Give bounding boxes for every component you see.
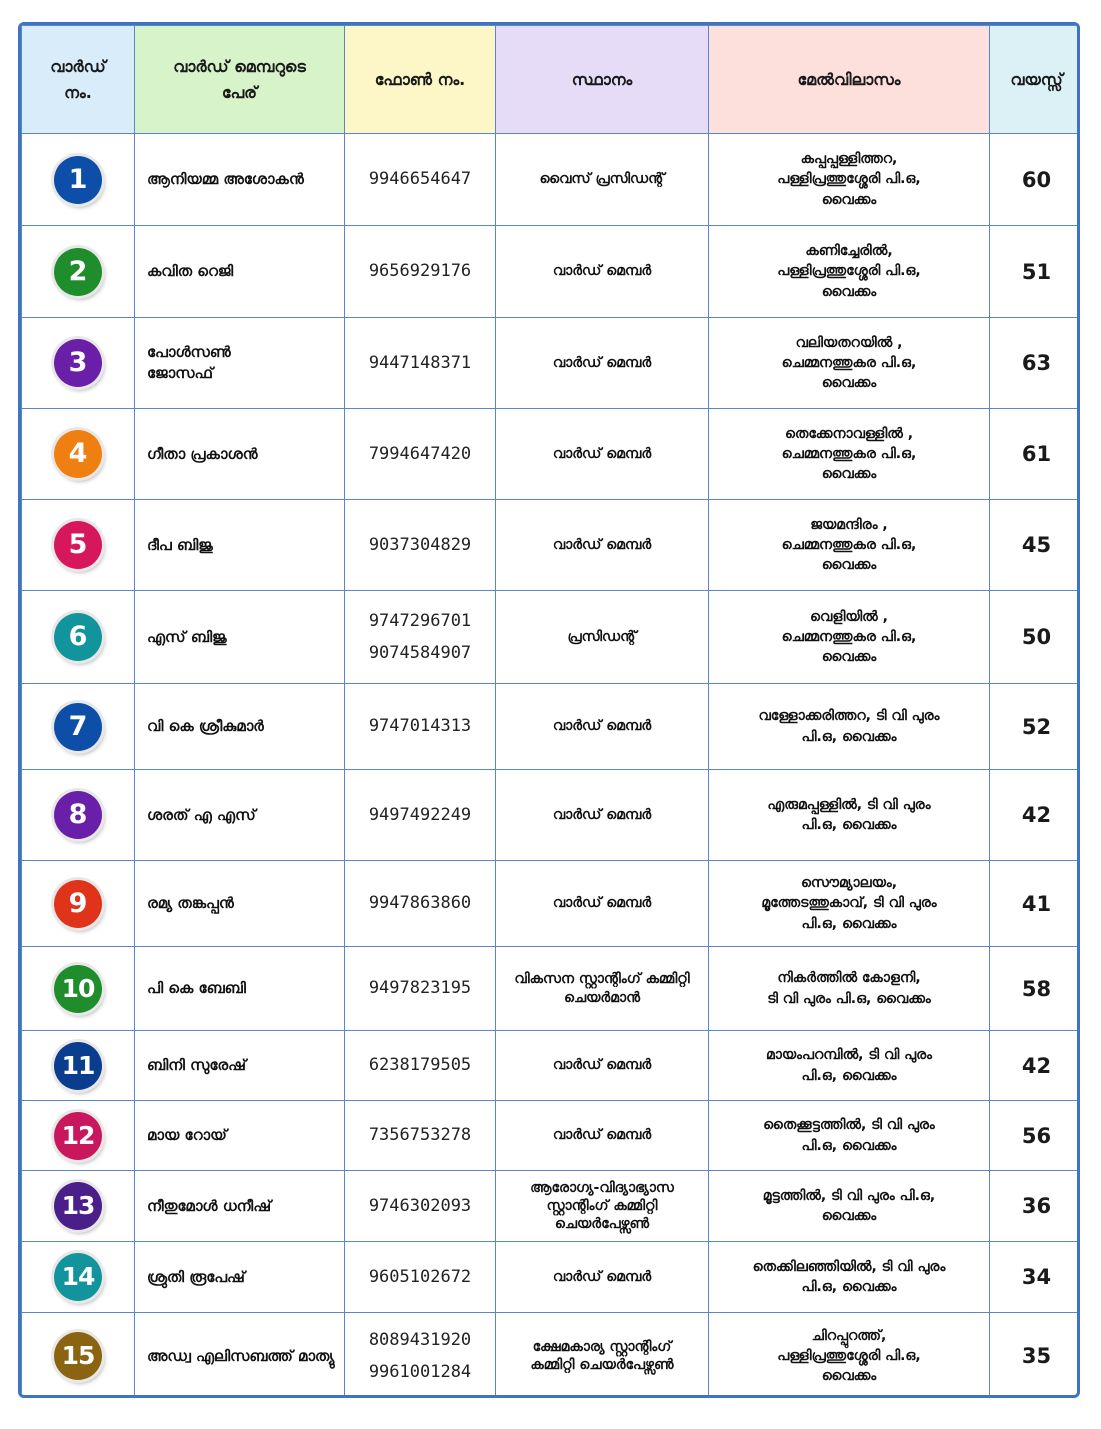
member-position: വാർഡ് മെമ്പർ xyxy=(496,318,709,409)
phone-cell xyxy=(345,1031,496,1101)
phone-cell xyxy=(345,684,496,770)
member-position: വാർഡ് മെമ്പർ xyxy=(496,226,709,318)
table-row xyxy=(22,1171,1081,1242)
member-age: 42 xyxy=(990,1031,1081,1101)
ward-number-badge: 3 xyxy=(54,339,102,387)
header-address: മേൽവിലാസം xyxy=(709,26,990,134)
member-name: മായ റോയ് xyxy=(135,1101,345,1171)
ward-number-badge: 10 xyxy=(54,965,102,1013)
member-name: രമ്യ തങ്കപ്പൻ xyxy=(135,861,345,947)
phone-cell xyxy=(345,591,496,684)
phone-number[interactable]: 9074584907 xyxy=(368,643,472,663)
member-age: 41 xyxy=(990,861,1081,947)
phone-cell xyxy=(345,770,496,861)
member-age: 50 xyxy=(990,591,1081,684)
member-name: പി കെ ബേബി xyxy=(135,947,345,1031)
member-age: 58 xyxy=(990,947,1081,1031)
table-body xyxy=(22,134,1081,1399)
table-row xyxy=(22,770,1081,861)
ward-number-cell xyxy=(22,770,135,861)
phone-cell xyxy=(345,134,496,226)
member-address: എരുമപ്പള്ളിൽ, ടി വി പുരം പി.ഒ, വൈക്കം xyxy=(709,770,990,861)
member-position: വികസന സ്റ്റാന്റിംഗ് കമ്മിറ്റി ചെയർമാൻ xyxy=(496,947,709,1031)
ward-number-cell xyxy=(22,1101,135,1171)
ward-number-cell xyxy=(22,226,135,318)
phone-cell xyxy=(345,409,496,500)
member-age: 36 xyxy=(990,1171,1081,1242)
phone-cell xyxy=(345,947,496,1031)
phone-number[interactable]: 9497492249 xyxy=(368,804,472,825)
ward-number-badge: 15 xyxy=(54,1332,102,1380)
phone-cell xyxy=(345,1171,496,1242)
member-name: നീതുമോൾ ധനീഷ് xyxy=(135,1171,345,1242)
phone-number[interactable]: 9746302093 xyxy=(368,1195,472,1216)
ward-number-badge: 4 xyxy=(54,430,102,478)
phone-number[interactable]: 9656929176 xyxy=(368,261,472,282)
phone-cell xyxy=(345,226,496,318)
member-address: തെക്കിലഞ്ഞിയിൽ, ടി വി പുരം പി.ഒ, വൈക്കം xyxy=(709,1242,990,1313)
member-name: ആനിയമ്മ അശോകൻ xyxy=(135,134,345,226)
member-name: ബിനി സുരേഷ് xyxy=(135,1031,345,1101)
member-position: വാർഡ് മെമ്പർ xyxy=(496,1101,709,1171)
member-age: 45 xyxy=(990,500,1081,591)
table-row xyxy=(22,226,1081,318)
member-position: വാർഡ് മെമ്പർ xyxy=(496,500,709,591)
header-phone: ഫോൺ നം. xyxy=(345,26,496,134)
member-position: വാർഡ് മെമ്പർ xyxy=(496,1031,709,1101)
ward-number-cell xyxy=(22,591,135,684)
member-address: കപ്പപ്പള്ളിത്തറ, പള്ളിപ്രത്തുശ്ശേരി പി.ഒ, വൈക്കം xyxy=(709,134,990,226)
table-row xyxy=(22,947,1081,1031)
member-position: വൈസ് പ്രസിഡന്റ് xyxy=(496,134,709,226)
member-position: വാർഡ് മെമ്പർ xyxy=(496,770,709,861)
phone-number[interactable]: 6238179505 xyxy=(368,1055,472,1076)
header-position: സ്ഥാനം xyxy=(496,26,709,134)
member-position: വാർഡ് മെമ്പർ xyxy=(496,1242,709,1313)
member-name: ദീപ ബിജു xyxy=(135,500,345,591)
member-name: പോൾസൺ ജോസഫ് xyxy=(135,318,345,409)
ward-number-cell xyxy=(22,1313,135,1399)
table-row xyxy=(22,684,1081,770)
ward-number-badge: 14 xyxy=(54,1253,102,1301)
ward-number-cell xyxy=(22,1242,135,1313)
phone-number[interactable]: 9497823195 xyxy=(368,978,472,999)
phone-number[interactable]: 9961001284 xyxy=(368,1362,472,1382)
table-row xyxy=(22,1242,1081,1313)
member-address: ചിറപ്പുറത്ത്, പള്ളിപ്രത്തുശ്ശേരി പി.ഒ, വൈക്കം xyxy=(709,1313,990,1399)
header-ward-no: വാർഡ് നം. xyxy=(22,26,135,134)
ward-number-badge: 5 xyxy=(54,521,102,569)
member-position: വാർഡ് മെമ്പർ xyxy=(496,861,709,947)
member-address: തൈക്കൂട്ടത്തിൽ, ടി വി പുരം പി.ഒ, വൈക്കം xyxy=(709,1101,990,1171)
phone-cell xyxy=(345,1242,496,1313)
member-age: 52 xyxy=(990,684,1081,770)
member-address: തെക്കേനാവള്ളിൽ , ചെമ്മനത്തുകര പി.ഒ, വൈക്കം xyxy=(709,409,990,500)
member-address: മൂട്ടത്തിൽ, ടി വി പുരം പി.ഒ, വൈക്കം xyxy=(709,1171,990,1242)
phone-number[interactable]: 7994647420 xyxy=(368,443,472,464)
ward-number-badge: 1 xyxy=(54,156,102,204)
phone-cell xyxy=(345,500,496,591)
member-name: എസ് ബിജു xyxy=(135,591,345,684)
ward-number-cell xyxy=(22,500,135,591)
member-position: വാർഡ് മെമ്പർ xyxy=(496,684,709,770)
table-header-row xyxy=(22,26,1081,134)
ward-members-table xyxy=(21,25,1080,1398)
table-row xyxy=(22,1031,1081,1101)
table-row xyxy=(22,1101,1081,1171)
member-age: 60 xyxy=(990,134,1081,226)
table-row xyxy=(22,409,1081,500)
ward-number-badge: 8 xyxy=(54,791,102,839)
ward-number-cell xyxy=(22,947,135,1031)
phone-number[interactable]: 9037304829 xyxy=(368,534,472,555)
member-name: ഗീതാ പ്രകാശൻ xyxy=(135,409,345,500)
member-position: ആരോഗ്യ-വിദ്യാഭ്യാസ സ്റ്റാന്റിംഗ് കമ്മിറ്റി ചെയർപേഴ്സൺ xyxy=(496,1171,709,1242)
phone-number[interactable]: 9747014313 xyxy=(368,716,472,737)
member-name: കവിത റെജി xyxy=(135,226,345,318)
phone-cell xyxy=(345,861,496,947)
phone-cell xyxy=(345,318,496,409)
member-age: 56 xyxy=(990,1101,1081,1171)
header-member-name: വാർഡ് മെമ്പറുടെ പേര് xyxy=(135,26,345,134)
member-address: കണിച്ചേരിൽ, പള്ളിപ്രത്തുശ്ശേരി പി.ഒ, വൈക്കം xyxy=(709,226,990,318)
phone-number[interactable]: 7356753278 xyxy=(368,1125,472,1146)
ward-number-badge: 2 xyxy=(54,248,102,296)
member-age: 51 xyxy=(990,226,1081,318)
member-address: ജയമന്ദിരം , ചെമ്മനത്തുകര പി.ഒ, വൈക്കം xyxy=(709,500,990,591)
ward-number-cell xyxy=(22,1031,135,1101)
phone-number[interactable]: 9447148371 xyxy=(368,352,472,373)
ward-number-cell xyxy=(22,318,135,409)
member-address: വള്ളോക്കരിത്തറ, ടി വി പുരം പി.ഒ, വൈക്കം xyxy=(709,684,990,770)
member-age: 42 xyxy=(990,770,1081,861)
member-address: നികർത്തിൽ കോളനി, ടി വി പുരം പി.ഒ, വൈക്കം xyxy=(709,947,990,1031)
member-address: മായംപറമ്പിൽ, ടി വി പുരം പി.ഒ, വൈക്കം xyxy=(709,1031,990,1101)
phone-number[interactable]: 9605102672 xyxy=(368,1266,472,1287)
table-row xyxy=(22,591,1081,684)
member-age: 34 xyxy=(990,1242,1081,1313)
phone-cell xyxy=(345,1101,496,1171)
phone-number[interactable]: 9947863860 xyxy=(368,893,472,914)
ward-number-cell xyxy=(22,684,135,770)
member-position: പ്രസിഡന്റ് xyxy=(496,591,709,684)
table-row xyxy=(22,1313,1081,1399)
ward-number-cell xyxy=(22,861,135,947)
phone-number[interactable]: 9747296701 xyxy=(368,610,472,631)
ward-number-cell xyxy=(22,134,135,226)
ward-number-badge: 12 xyxy=(54,1112,102,1160)
ward-number-badge: 13 xyxy=(54,1182,102,1230)
ward-number-cell xyxy=(22,1171,135,1242)
phone-number[interactable]: 9946654647 xyxy=(368,169,472,190)
ward-number-badge: 6 xyxy=(54,613,102,661)
ward-members-table-frame xyxy=(18,22,1080,1398)
phone-cell xyxy=(345,1313,496,1399)
header-age: വയസ്സ് xyxy=(990,26,1081,134)
member-name: അഡ്വ എലിസബത്ത് മാത്യു xyxy=(135,1313,345,1399)
ward-number-badge: 7 xyxy=(54,703,102,751)
member-address: സൌമ്യാലയം, മൂത്തേടത്തുകാവ്, ടി വി പുരം പി.ഒ, വൈക്കം xyxy=(709,861,990,947)
member-address: വലിയതറയിൽ , ചെമ്മനത്തുകര പി.ഒ, വൈക്കം xyxy=(709,318,990,409)
table-row xyxy=(22,318,1081,409)
member-position: വാർഡ് മെമ്പർ xyxy=(496,409,709,500)
ward-number-badge: 11 xyxy=(54,1042,102,1090)
ward-number-badge: 9 xyxy=(54,880,102,928)
member-address: വെളിയിൽ , ചെമ്മനത്തുകര പി.ഒ, വൈക്കം xyxy=(709,591,990,684)
table-row xyxy=(22,861,1081,947)
ward-number-cell xyxy=(22,409,135,500)
member-name: ശ്രുതി രൂപേഷ് xyxy=(135,1242,345,1313)
member-name: ശരത് എ എസ് xyxy=(135,770,345,861)
phone-number[interactable]: 8089431920 xyxy=(368,1329,472,1350)
member-age: 35 xyxy=(990,1313,1081,1399)
table-row xyxy=(22,500,1081,591)
member-age: 63 xyxy=(990,318,1081,409)
member-name: വി കെ ശ്രീകുമാർ xyxy=(135,684,345,770)
member-position: ക്ഷേമകാര്യ സ്റ്റാന്റിംഗ് കമ്മിറ്റി ചെയർപേഴ്സൺ xyxy=(496,1313,709,1399)
table-row xyxy=(22,134,1081,226)
member-age: 61 xyxy=(990,409,1081,500)
